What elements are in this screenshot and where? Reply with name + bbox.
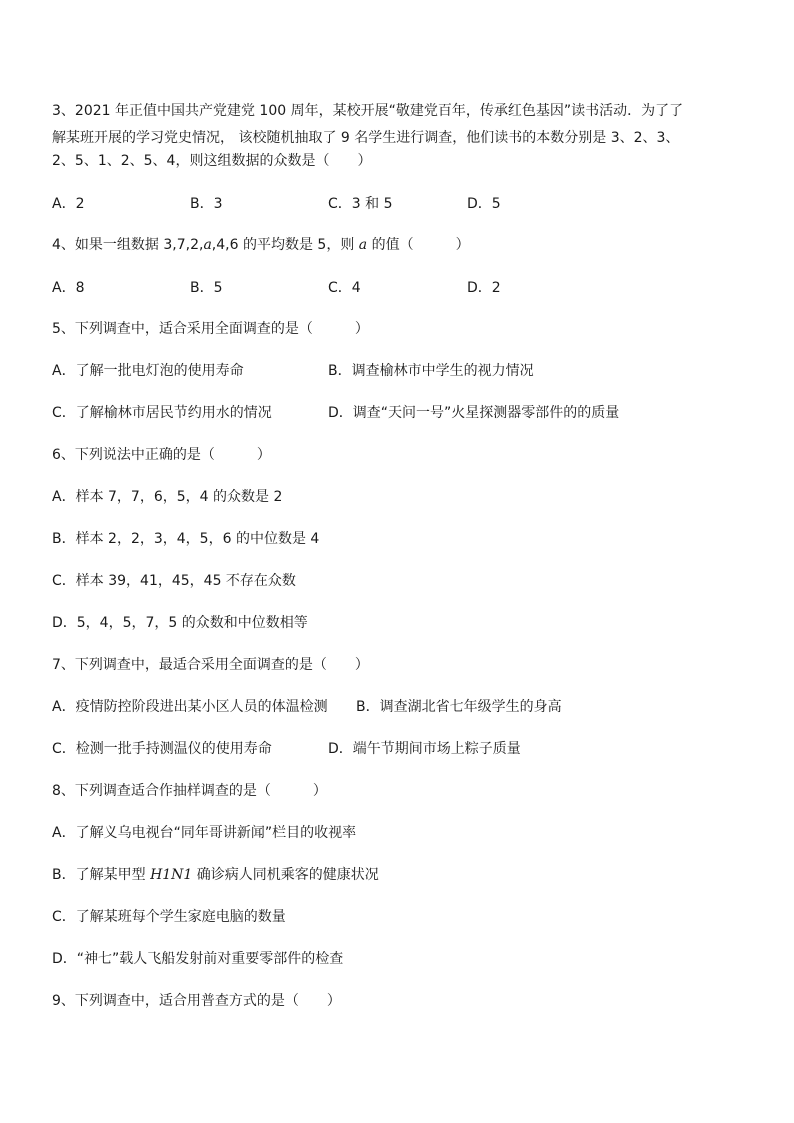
q7-option-b: B．调查湖北省七年级学生的身高 <box>356 699 562 715</box>
q6-option-d: D．5，4，5，7，5 的众数和中位数相等 <box>52 615 308 631</box>
q6-stem: 6、下列说法中正确的是（ ） <box>52 447 271 463</box>
q4-stem-before: 4、如果一组数据 3,7,2, <box>52 237 204 253</box>
q6-option-a: A．样本 7，7，6，5，4 的众数是 2 <box>52 489 283 505</box>
q3-stem-line-3: 2、5、1、2、5、4，则这组数据的众数是（ ） <box>52 153 372 169</box>
q4-option-b: B．5 <box>190 280 223 296</box>
q4-option-d: D．2 <box>467 280 501 296</box>
q5-stem: 5、下列调查中，适合采用全面调查的是（ ） <box>52 321 369 337</box>
q4-variable-a-second: a <box>358 237 368 253</box>
q4-option-a: A．8 <box>52 280 85 296</box>
q8-option-b-rest: 确诊病人同机乘客的健康状况 <box>192 867 379 883</box>
q8-option-a: A．了解义乌电视台“同年哥讲新闻”栏目的收视率 <box>52 825 357 841</box>
q8-option-d: D．“神七”载人飞船发射前对重要零部件的检查 <box>52 951 344 967</box>
q8-option-b-virus-code: H1N1 <box>150 867 193 883</box>
q7-option-a: A．疫情防控阶段进出某小区人员的体温检测 <box>52 699 328 715</box>
q5-option-c: C．了解榆林市居民节约用水的情况 <box>52 405 272 421</box>
q5-option-d: D．调查“天问一号”火星探测器零部件的的质量 <box>328 405 620 421</box>
q7-option-d: D．端午节期间市场上粽子质量 <box>328 741 521 757</box>
q3-option-a: A．2 <box>52 196 85 212</box>
q5-option-a: A．了解一批电灯泡的使用寿命 <box>52 363 244 379</box>
q6-option-c: C．样本 39，41，45，45 不存在众数 <box>52 573 296 589</box>
q3-stem-line-2: 解某班开展的学习党史情况， 该校随机抽取了 9 名学生进行调查，他们读书的本数分别是 3、2、3、 <box>52 130 680 146</box>
q3-option-b: B．3 <box>190 196 223 212</box>
q4-stem <box>52 235 470 255</box>
q7-stem: 7、下列调查中，最适合采用全面调查的是（ ） <box>52 657 369 673</box>
q3-stem-line-1: 3、2021 年正值中国共产党建党 100 周年，某校开展“敬建党百年，传承红色基因”读书活动．为了了 <box>52 103 684 119</box>
q4-option-c: C．4 <box>328 280 361 296</box>
q4-stem-after: 的值（ ） <box>367 237 470 253</box>
q4-variable-a: a <box>203 237 212 253</box>
q5-option-b: B．调查榆林市中学生的视力情况 <box>328 363 534 379</box>
q6-option-b: B．样本 2，2，3，4，5，6 的中位数是 4 <box>52 531 320 547</box>
q7-option-c: C．检测一批手持测温仪的使用寿命 <box>52 741 272 757</box>
q3-option-d: D．5 <box>467 196 501 212</box>
q8-stem: 8、下列调查适合作抽样调查的是（ ） <box>52 783 327 799</box>
q3-option-c: C．3 和 5 <box>328 196 393 212</box>
q9-stem: 9、下列调查中，适合用普查方式的是（ ） <box>52 993 341 1009</box>
q4-stem-middle: ,4,6 的平均数是 5，则 <box>211 237 359 253</box>
q8-option-b <box>52 865 379 885</box>
q8-option-b-prefix: B．了解某甲型 <box>52 867 151 883</box>
q8-option-c: C．了解某班每个学生家庭电脑的数量 <box>52 909 286 925</box>
